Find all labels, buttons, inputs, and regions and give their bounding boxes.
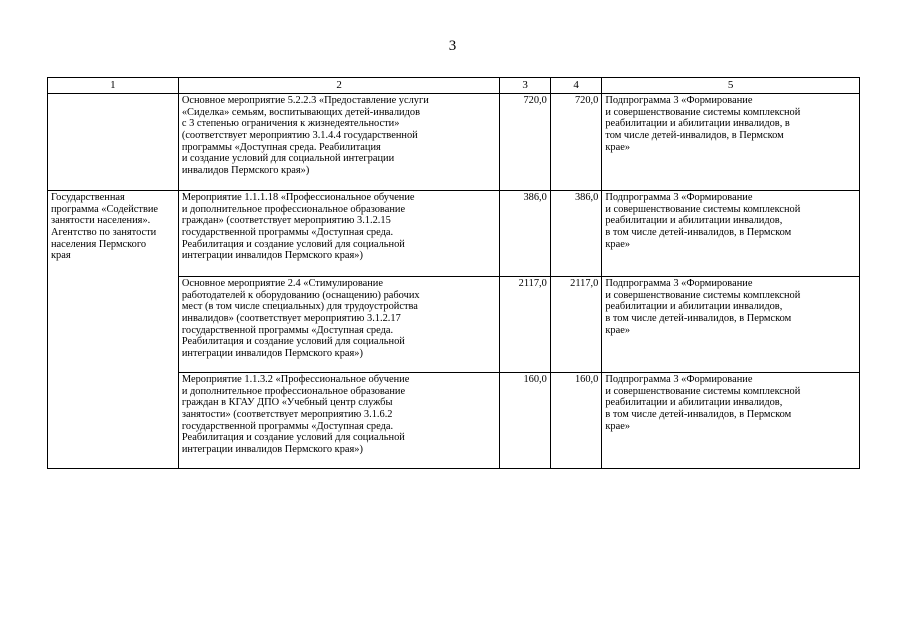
table-row bbox=[48, 94, 860, 191]
measure-cell: Основное мероприятие 2.4 «Стимулирование работодателей к оборудованию (оснащению) рабочих мест (в том числе специальных) для трудоустройства инвалидов» (соответствует мероприятию 3.1.2.17 государственной программы «Доступная среда. Реабилитация и создание условий для социальной интеграции инвалидов Пермского края») bbox=[178, 277, 500, 373]
column-header-2: 2 bbox=[178, 78, 500, 94]
measure-cell: Мероприятие 1.1.1.18 «Профессиональное обучение и дополнительное профессиональное образование граждан» (соответствует мероприятию 3.1.2.15 государственной программы «Доступная среда. Реабилитация и создание условий для социальной интеграции инвалидов Пермского края») bbox=[178, 191, 500, 277]
value-cell-col3: 160,0 bbox=[500, 373, 550, 469]
measure-cell: Основное мероприятие 5.2.2.3 «Предоставление услуги «Сиделка» семьям, воспитывающих детей-инвалидов с 3 степенью ограничения к жизнедеятельности» (соответствует мероприятию 3.1.4.4 государственной программы «Доступная среда. Реабилитация и создание условий для социальной интеграции инвалидов Пермского края») bbox=[178, 94, 500, 191]
column-header-1: 1 bbox=[48, 78, 179, 94]
value-cell-col3: 2117,0 bbox=[500, 277, 550, 373]
value-cell-col3: 386,0 bbox=[500, 191, 550, 277]
program-table bbox=[47, 77, 860, 469]
measure-cell: Мероприятие 1.1.3.2 «Профессиональное обучение и дополнительное профессиональное образование граждан в КГАУ ДПО «Учебный центр службы занятости» (соответствует мероприятию 3.1.6.2 государственной программы «Доступная среда. Реабилитация и создание условий для социальной интеграции инвалидов Пермского края») bbox=[178, 373, 500, 469]
column-header-3: 3 bbox=[500, 78, 550, 94]
subprogram-cell: Подпрограмма 3 «Формирование и совершенствование системы комплексной реабилитации и абилитации инвалидов, в том числе детей-инвалидов, в Пермском крае» bbox=[602, 277, 860, 373]
subprogram-cell: Подпрограмма 3 «Формирование и совершенствование системы комплексной реабилитации и абилитации инвалидов, в том числе детей-инвалидов, в Пермском крае» bbox=[602, 191, 860, 277]
value-cell-col4: 160,0 bbox=[550, 373, 602, 469]
table-header-row bbox=[48, 78, 860, 94]
subprogram-cell: Подпрограмма 3 «Формирование и совершенствование системы комплексной реабилитации и абилитации инвалидов, в том числе детей-инвалидов, в Пермском крае» bbox=[602, 94, 860, 191]
column-header-5: 5 bbox=[602, 78, 860, 94]
value-cell-col3: 720,0 bbox=[500, 94, 550, 191]
page-number: 3 bbox=[448, 38, 457, 54]
value-cell-col4: 720,0 bbox=[550, 94, 602, 191]
subprogram-cell: Подпрограмма 3 «Формирование и совершенствование системы комплексной реабилитации и абилитации инвалидов, в том числе детей-инвалидов, в Пермском крае» bbox=[602, 373, 860, 469]
value-cell-col4: 2117,0 bbox=[550, 277, 602, 373]
value-cell-col4: 386,0 bbox=[550, 191, 602, 277]
responsible-cell-continuation bbox=[48, 94, 179, 191]
table-row bbox=[48, 191, 860, 277]
column-header-4: 4 bbox=[550, 78, 602, 94]
responsible-program-cell: Государственная программа «Содействие занятости населения». Агентство по занятости населения Пермского края bbox=[48, 191, 179, 469]
